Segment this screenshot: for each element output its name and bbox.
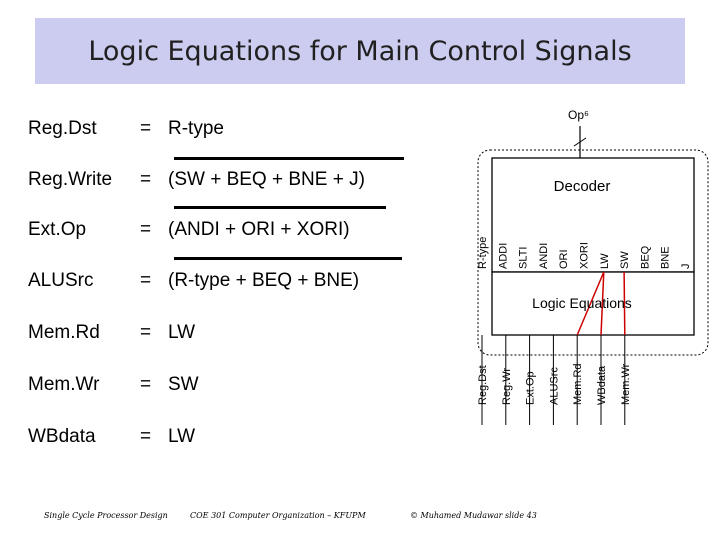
control-signal-label: Reg.Wr xyxy=(500,367,513,405)
equation-rhs: LW xyxy=(168,426,196,447)
control-signal-label: Mem.Rd xyxy=(572,363,585,405)
decoder-label: Decoder xyxy=(553,178,611,195)
footer-course-topic: Single Cycle Processor Design xyxy=(44,511,168,520)
equation-name: WBdata xyxy=(28,426,96,447)
equation-name: Ext.Op xyxy=(28,219,87,240)
footer-author-slide: © Muhamed Mudawar slide 43 xyxy=(410,511,537,520)
equation-rhs: SW xyxy=(168,374,199,395)
control-signal-label: WBdata xyxy=(596,365,608,405)
decoder-output-label: BEQ xyxy=(639,245,652,269)
equals-sign: = xyxy=(140,322,152,343)
op-label: Op⁶ xyxy=(568,108,589,122)
equation-rhs: (R-type + BEQ + BNE) xyxy=(168,270,360,291)
slide-title: Logic Equations for Main Control Signals xyxy=(88,36,632,67)
control-signal-label: ALUSrc xyxy=(548,367,561,405)
control-signal-outputs xyxy=(477,335,632,425)
decoder-output-label: XORI xyxy=(578,242,591,269)
decoder-output-label: LW xyxy=(598,253,611,269)
logic-equations-label: Logic Equations xyxy=(532,295,632,311)
decoder-output-label: ADDI xyxy=(497,242,510,269)
decoder-output-label: ORI xyxy=(558,249,571,269)
equals-sign: = xyxy=(140,169,152,190)
equals-sign: = xyxy=(140,270,152,291)
decoder-output-label: BNE xyxy=(659,246,672,269)
equation-rhs: (SW + BEQ + BNE + J) xyxy=(168,169,365,190)
equation-name: ALUSrc xyxy=(28,270,94,291)
equation-rhs: (ANDI + ORI + XORI) xyxy=(168,219,350,240)
footer-course-name: COE 301 Computer Organization – KFUPM xyxy=(190,511,366,520)
control-signal-label: Reg.Dst xyxy=(477,365,489,405)
equation-name: Reg.Write xyxy=(28,169,113,190)
decoder-output-label: SLTI xyxy=(517,246,530,269)
equation-name: Mem.Rd xyxy=(28,322,100,343)
decoder-output-label: J xyxy=(680,263,692,269)
equals-sign: = xyxy=(140,118,152,139)
decoder-output-label: ANDI xyxy=(537,242,550,269)
equation-rhs: LW xyxy=(168,322,196,343)
equals-sign: = xyxy=(140,374,152,395)
equation-name: Reg.Dst xyxy=(28,118,97,139)
control-signal-label: Mem.Wr xyxy=(619,363,632,405)
equation-name: Mem.Wr xyxy=(28,374,100,395)
decoder-output-label: SW xyxy=(619,251,632,269)
equals-sign: = xyxy=(140,219,152,240)
control-signal-label: Ext.Op xyxy=(524,371,537,405)
decoder-output-label: R-type xyxy=(477,236,489,269)
equals-sign: = xyxy=(140,426,152,447)
equation-rhs: R-type xyxy=(168,118,224,139)
